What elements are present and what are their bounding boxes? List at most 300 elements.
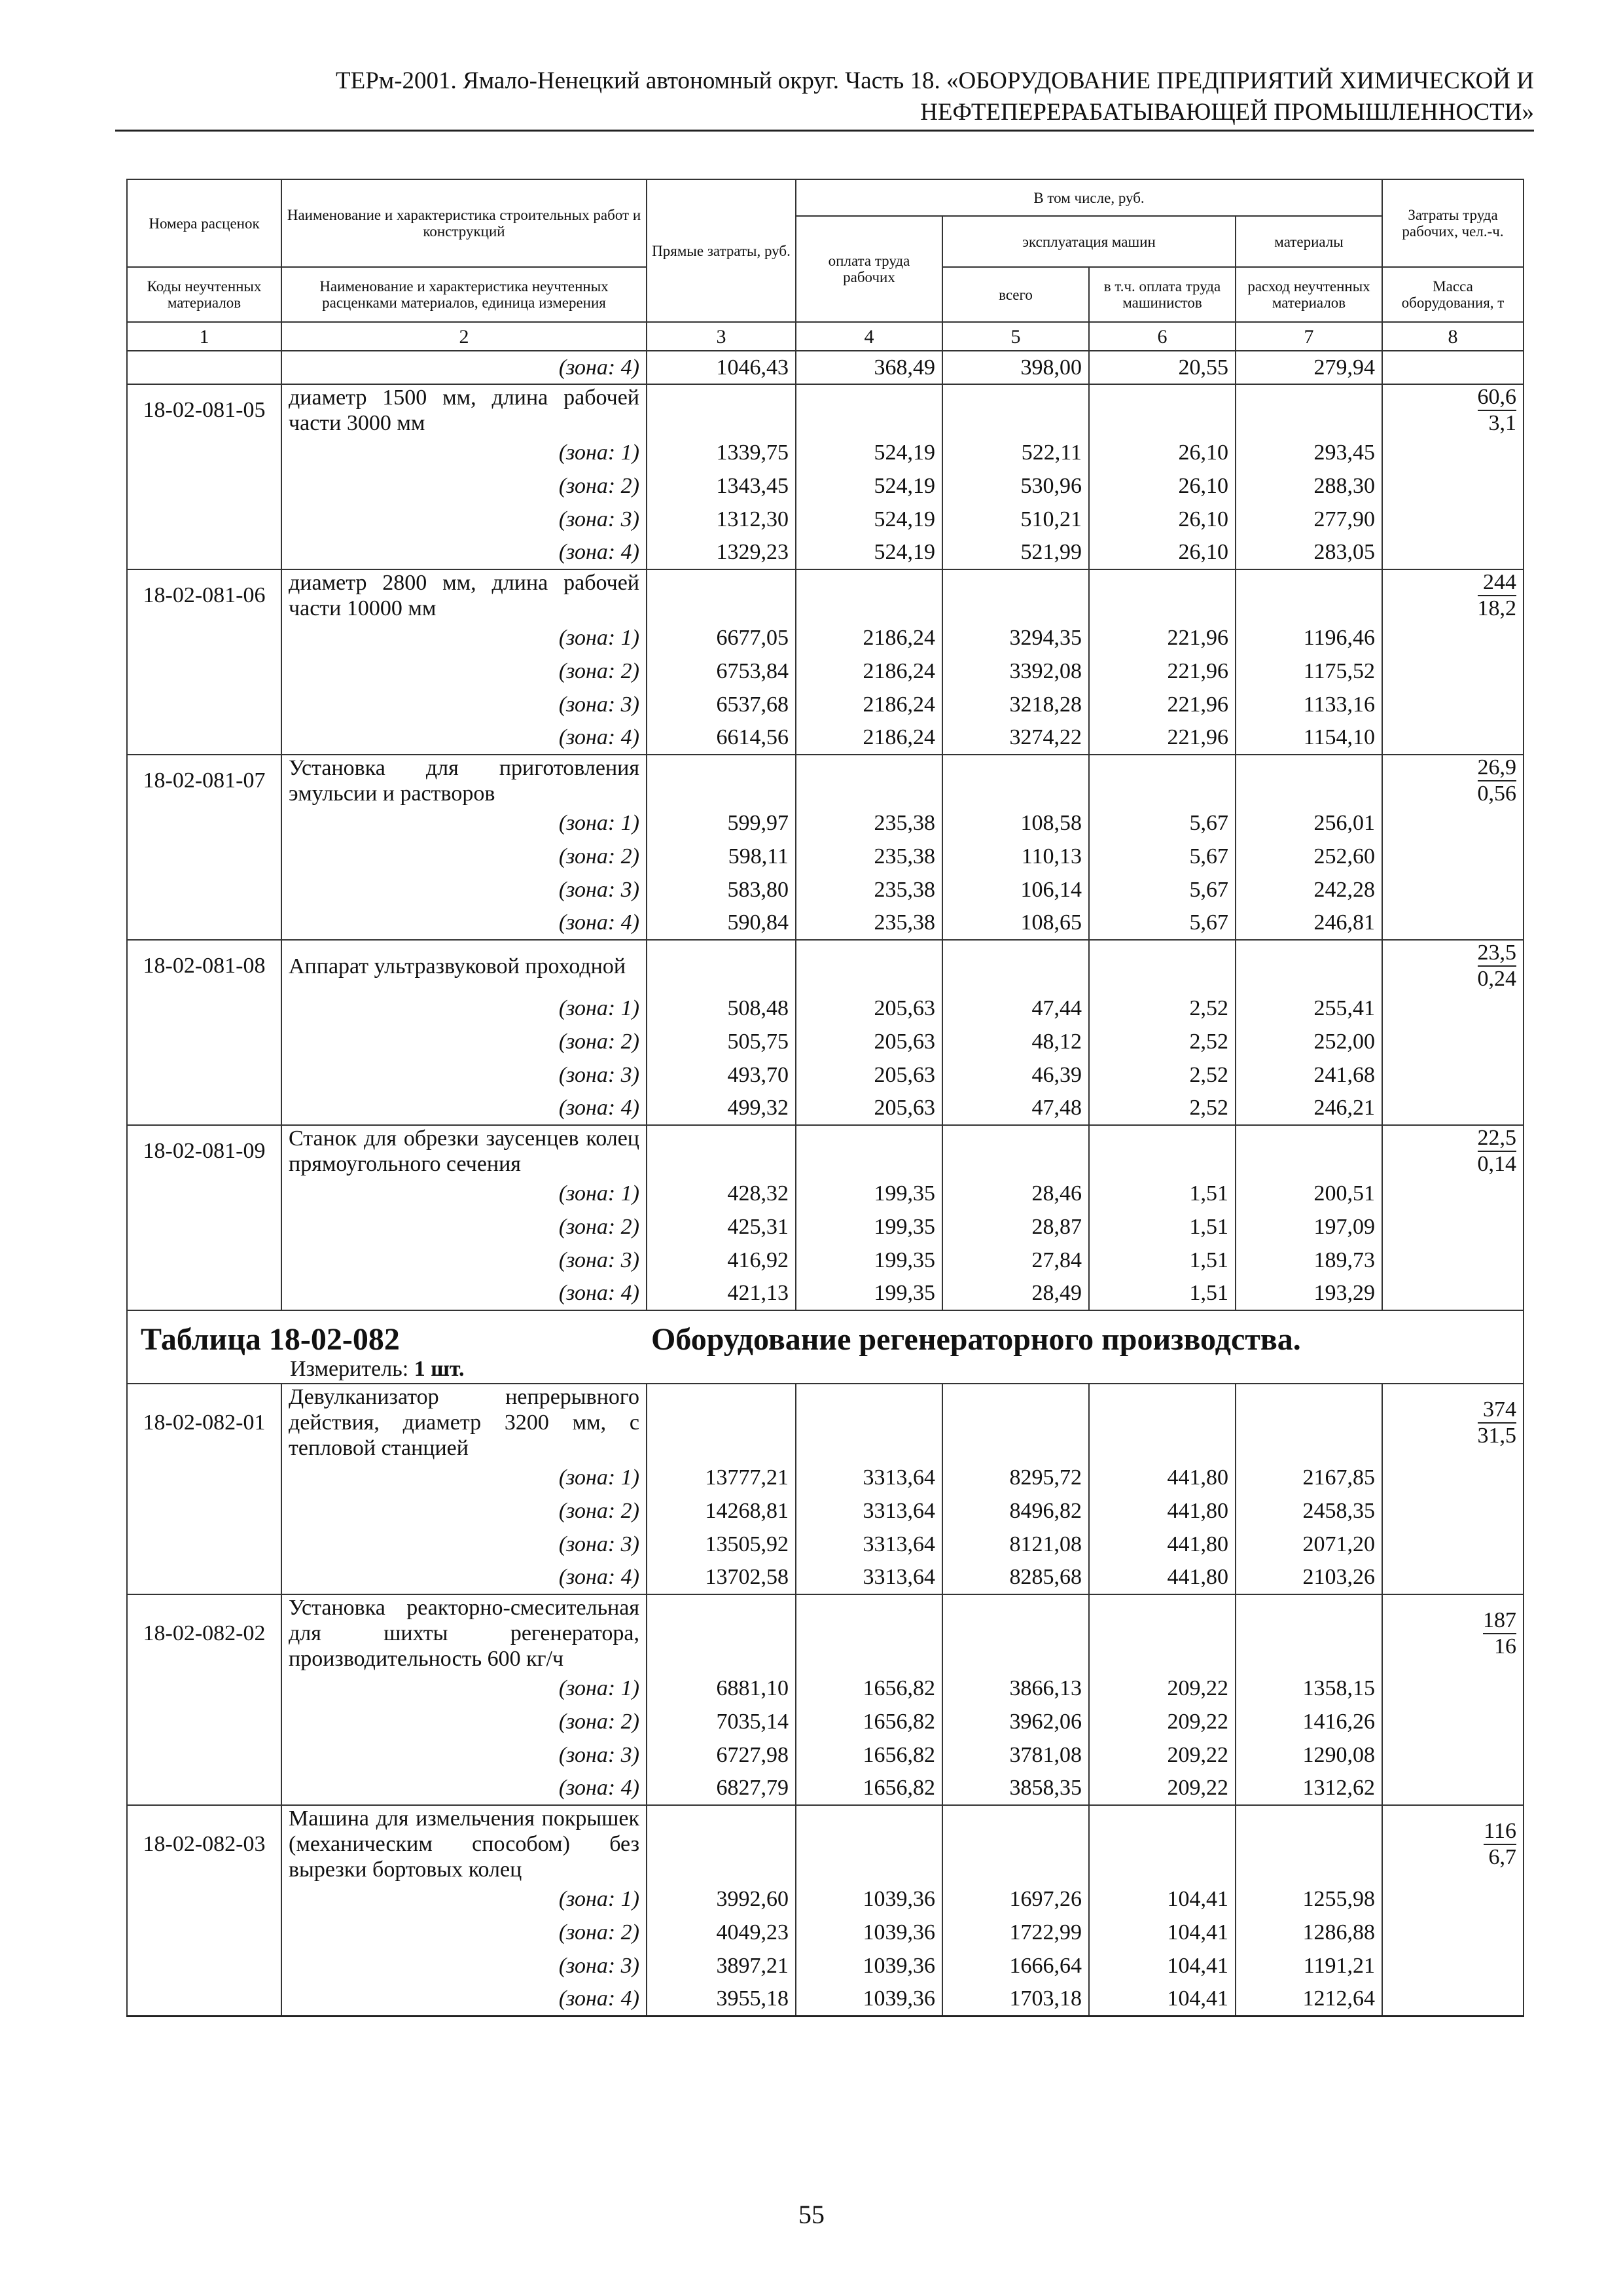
direct-costs-value: 13505,92 [647, 1528, 796, 1561]
zone-label: (зона: 2) [281, 1916, 647, 1949]
operators-pay-value: 26,10 [1089, 436, 1236, 469]
page-header [115, 65, 1534, 128]
workers-pay-value: 368,49 [796, 351, 942, 384]
empty-cell [1236, 755, 1382, 806]
empty-cell [1382, 1528, 1524, 1561]
column-number: 5 [942, 322, 1089, 351]
workers-pay-value: 3313,64 [796, 1494, 942, 1528]
direct-costs-value: 7035,14 [647, 1705, 796, 1738]
direct-costs-value: 425,31 [647, 1210, 796, 1244]
labor-value: 60,6 [1478, 385, 1517, 411]
operators-pay-value: 104,41 [1089, 1949, 1236, 1982]
empty-cell [127, 721, 281, 755]
materials-value: 1416,26 [1236, 1705, 1382, 1738]
operators-pay-value: 5,67 [1089, 906, 1236, 940]
materials-value: 252,00 [1236, 1025, 1382, 1058]
empty-cell [127, 1705, 281, 1738]
zone-row [127, 688, 1524, 721]
table-title-block [128, 1311, 1523, 1383]
materials-value: 1133,16 [1236, 688, 1382, 721]
empty-cell [942, 1125, 1089, 1177]
header-rule [115, 130, 1534, 132]
operators-pay-value: 209,22 [1089, 1738, 1236, 1772]
direct-costs-value: 598,11 [647, 840, 796, 873]
labor-mass-fraction [1382, 569, 1524, 621]
col-header-machines: эксплуатация машин [942, 216, 1236, 267]
empty-cell [796, 1384, 942, 1461]
materials-value: 189,73 [1236, 1244, 1382, 1277]
direct-costs-value: 421,13 [647, 1277, 796, 1310]
empty-cell [647, 940, 796, 992]
operators-pay-value: 26,10 [1089, 469, 1236, 503]
unit-line [290, 1357, 465, 1382]
direct-costs-value: 508,48 [647, 992, 796, 1025]
machines-total-value: 530,96 [942, 469, 1089, 503]
machines-total-value: 398,00 [942, 351, 1089, 384]
empty-cell [647, 1594, 796, 1672]
empty-cell [1236, 1125, 1382, 1177]
direct-costs-value: 1046,43 [647, 351, 796, 384]
machines-total-value: 8496,82 [942, 1494, 1089, 1528]
empty-cell [1089, 1594, 1236, 1672]
materials-value: 252,60 [1236, 840, 1382, 873]
operators-pay-value: 441,80 [1089, 1528, 1236, 1561]
workers-pay-value: 235,38 [796, 873, 942, 906]
empty-cell [942, 1384, 1089, 1461]
rate-description: Машина для измельчения покрышек (механическим способом) без вырезки бортовых колец [281, 1805, 647, 1882]
labor-value: 187 [1483, 1608, 1516, 1634]
machines-total-value: 28,87 [942, 1210, 1089, 1244]
materials-value: 283,05 [1236, 536, 1382, 569]
labor-value: 244 [1478, 570, 1517, 596]
machines-total-value: 8121,08 [942, 1528, 1089, 1561]
empty-cell [1089, 1384, 1236, 1461]
empty-cell [796, 940, 942, 992]
zone-label: (зона: 4) [281, 1772, 647, 1805]
zone-row [127, 1092, 1524, 1125]
empty-cell [127, 1494, 281, 1528]
fraction [1483, 1608, 1516, 1659]
machines-total-value: 3392,08 [942, 655, 1089, 688]
materials-value: 2167,85 [1236, 1461, 1382, 1494]
operators-pay-value: 1,51 [1089, 1244, 1236, 1277]
workers-pay-value: 2186,24 [796, 621, 942, 655]
table-title-row [127, 1310, 1524, 1384]
empty-cell [127, 1025, 281, 1058]
zone-label: (зона: 2) [281, 1494, 647, 1528]
zone-label: (зона: 2) [281, 655, 647, 688]
materials-value: 1286,88 [1236, 1916, 1382, 1949]
empty-cell [127, 806, 281, 840]
direct-costs-value: 13702,58 [647, 1561, 796, 1594]
empty-cell [127, 1058, 281, 1092]
empty-cell [647, 1125, 796, 1177]
operators-pay-value: 5,67 [1089, 806, 1236, 840]
workers-pay-value: 1656,82 [796, 1705, 942, 1738]
empty-cell [1236, 1805, 1382, 1882]
rate-row [127, 1384, 1524, 1461]
zone-row [127, 1672, 1524, 1705]
labor-value: 26,9 [1478, 755, 1517, 781]
workers-pay-value: 1039,36 [796, 1882, 942, 1916]
direct-costs-value: 6727,98 [647, 1738, 796, 1772]
zone-row [127, 436, 1524, 469]
materials-value: 1196,46 [1236, 621, 1382, 655]
direct-costs-value: 1329,23 [647, 536, 796, 569]
empty-cell [127, 1092, 281, 1125]
empty-cell [1382, 992, 1524, 1025]
empty-cell [1382, 655, 1524, 688]
workers-pay-value: 524,19 [796, 469, 942, 503]
direct-costs-value: 6677,05 [647, 621, 796, 655]
workers-pay-value: 235,38 [796, 806, 942, 840]
empty-cell [127, 1210, 281, 1244]
fraction [1478, 1397, 1517, 1448]
direct-costs-value: 428,32 [647, 1177, 796, 1210]
materials-value: 1212,64 [1236, 1982, 1382, 2016]
zone-row [127, 536, 1524, 569]
zone-label: (зона: 4) [281, 1092, 647, 1125]
empty-cell [1382, 1177, 1524, 1210]
zone-label: (зона: 2) [281, 469, 647, 503]
labor-mass-fraction [1382, 1594, 1524, 1672]
workers-pay-value: 1039,36 [796, 1916, 942, 1949]
col-header-material-codes: Коды неучтенных материалов [127, 267, 281, 322]
mass-value: 0,24 [1477, 967, 1517, 991]
materials-value: 242,28 [1236, 873, 1382, 906]
empty-cell [127, 1561, 281, 1594]
empty-cell [127, 1916, 281, 1949]
mass-value: 0,56 [1477, 781, 1517, 806]
empty-cell [1236, 940, 1382, 992]
direct-costs-value: 590,84 [647, 906, 796, 940]
workers-pay-value: 524,19 [796, 503, 942, 536]
empty-cell [796, 1594, 942, 1672]
rates-table [126, 179, 1524, 2017]
workers-pay-value: 205,63 [796, 1025, 942, 1058]
column-number: 6 [1089, 322, 1236, 351]
operators-pay-value: 209,22 [1089, 1705, 1236, 1738]
empty-cell [1089, 1805, 1236, 1882]
empty-cell [942, 940, 1089, 992]
empty-cell [1382, 1982, 1524, 2016]
materials-value: 2071,20 [1236, 1528, 1382, 1561]
labor-value: 22,5 [1478, 1126, 1517, 1152]
empty-cell [127, 1528, 281, 1561]
operators-pay-value: 209,22 [1089, 1772, 1236, 1805]
workers-pay-value: 235,38 [796, 840, 942, 873]
materials-value: 288,30 [1236, 469, 1382, 503]
zone-row [127, 1705, 1524, 1738]
machines-total-value: 108,58 [942, 806, 1089, 840]
materials-value: 1191,21 [1236, 1949, 1382, 1982]
machines-total-value: 8295,72 [942, 1461, 1089, 1494]
workers-pay-value: 2186,24 [796, 721, 942, 755]
materials-value: 1358,15 [1236, 1672, 1382, 1705]
empty-cell [942, 569, 1089, 621]
empty-cell [127, 1277, 281, 1310]
fraction [1478, 570, 1517, 621]
zone-row [127, 655, 1524, 688]
operators-pay-value: 209,22 [1089, 1672, 1236, 1705]
empty-cell [127, 621, 281, 655]
operators-pay-value: 104,41 [1089, 1982, 1236, 2016]
workers-pay-value: 199,35 [796, 1277, 942, 1310]
empty-cell [127, 840, 281, 873]
empty-cell [1382, 840, 1524, 873]
table-body [127, 351, 1524, 2016]
zone-row [127, 1210, 1524, 1244]
empty-cell [127, 503, 281, 536]
col-header-including: В том числе, руб. [796, 179, 1382, 216]
empty-cell [1382, 621, 1524, 655]
empty-cell [1382, 1672, 1524, 1705]
operators-pay-value: 441,80 [1089, 1494, 1236, 1528]
zone-label: (зона: 2) [281, 1025, 647, 1058]
workers-pay-value: 3313,64 [796, 1528, 942, 1561]
zone-row [127, 1244, 1524, 1277]
zone-label: (зона: 1) [281, 806, 647, 840]
direct-costs-value: 1343,45 [647, 469, 796, 503]
empty-cell [1089, 384, 1236, 436]
mass-value: 0,14 [1477, 1152, 1517, 1176]
zone-row [127, 1177, 1524, 1210]
rate-description: Девулканизатор непрерывного действия, диаметр 3200 мм, с тепловой станцией [281, 1384, 647, 1461]
direct-costs-value: 3955,18 [647, 1982, 796, 2016]
empty-cell [1382, 536, 1524, 569]
empty-cell [1236, 1384, 1382, 1461]
direct-costs-value: 14268,81 [647, 1494, 796, 1528]
direct-costs-value: 499,32 [647, 1092, 796, 1125]
machines-total-value: 1703,18 [942, 1982, 1089, 2016]
zone-label: (зона: 1) [281, 1672, 647, 1705]
materials-value: 2103,26 [1236, 1561, 1382, 1594]
col-header-material-usage: расход неучтенных материалов [1236, 267, 1382, 322]
fraction [1478, 941, 1517, 992]
materials-value: 1255,98 [1236, 1882, 1382, 1916]
direct-costs-value: 3897,21 [647, 1949, 796, 1982]
col-header-workers-pay: оплата труда рабочих [796, 216, 942, 322]
labor-value: 23,5 [1478, 941, 1517, 967]
zone-label: (зона: 1) [281, 1461, 647, 1494]
workers-pay-value: 524,19 [796, 536, 942, 569]
empty-cell [796, 1805, 942, 1882]
operators-pay-value: 20,55 [1089, 351, 1236, 384]
fraction [1478, 385, 1517, 436]
zone-row [127, 1461, 1524, 1494]
operators-pay-value: 1,51 [1089, 1177, 1236, 1210]
materials-value: 1154,10 [1236, 721, 1382, 755]
empty-cell [1382, 1882, 1524, 1916]
empty-cell [1382, 1092, 1524, 1125]
empty-cell [1382, 688, 1524, 721]
workers-pay-value: 205,63 [796, 1058, 942, 1092]
empty-cell [942, 755, 1089, 806]
rate-description: Аппарат ультразвуковой проходной [281, 940, 647, 992]
workers-pay-value: 205,63 [796, 1092, 942, 1125]
rates-sheet [126, 179, 1523, 2017]
column-number: 4 [796, 322, 942, 351]
rate-row [127, 1125, 1524, 1177]
empty-cell [796, 755, 942, 806]
rate-code: 18-02-082-01 [127, 1384, 281, 1461]
empty-cell [1382, 1705, 1524, 1738]
workers-pay-value: 1039,36 [796, 1949, 942, 1982]
labor-mass-fraction [1382, 755, 1524, 806]
empty-cell [1236, 569, 1382, 621]
empty-cell [1382, 1738, 1524, 1772]
machines-total-value: 3866,13 [942, 1672, 1089, 1705]
zone-row [127, 873, 1524, 906]
machines-total-value: 47,44 [942, 992, 1089, 1025]
empty-cell [1382, 806, 1524, 840]
zone-label: (зона: 4) [281, 721, 647, 755]
machines-total-value: 48,12 [942, 1025, 1089, 1058]
rate-code: 18-02-082-03 [127, 1805, 281, 1882]
zone-label: (зона: 3) [281, 1528, 647, 1561]
workers-pay-value: 1656,82 [796, 1772, 942, 1805]
zone-row [127, 1528, 1524, 1561]
empty-cell [1382, 1025, 1524, 1058]
zone-label: (зона: 3) [281, 1738, 647, 1772]
empty-cell [942, 1805, 1089, 1882]
workers-pay-value: 524,19 [796, 436, 942, 469]
zone-row [127, 721, 1524, 755]
operators-pay-value: 2,52 [1089, 1025, 1236, 1058]
zone-row [127, 1916, 1524, 1949]
operators-pay-value: 104,41 [1089, 1916, 1236, 1949]
zone-row [127, 469, 1524, 503]
materials-value: 2458,35 [1236, 1494, 1382, 1528]
workers-pay-value: 199,35 [796, 1244, 942, 1277]
empty-cell [647, 569, 796, 621]
machines-total-value: 8285,68 [942, 1561, 1089, 1594]
col-header-direct-costs: Прямые затраты, руб. [647, 179, 796, 322]
zone-label: (зона: 2) [281, 840, 647, 873]
column-numbers-row [127, 322, 1524, 351]
mass-value: 3,1 [1488, 411, 1517, 435]
workers-pay-value: 2186,24 [796, 655, 942, 688]
empty-cell [1382, 1058, 1524, 1092]
materials-value: 197,09 [1236, 1210, 1382, 1244]
empty-cell [127, 1672, 281, 1705]
zone-row [127, 1058, 1524, 1092]
zone-row [127, 840, 1524, 873]
zone-row [127, 1561, 1524, 1594]
empty-cell [1382, 1949, 1524, 1982]
zone-label: (зона: 4) [281, 906, 647, 940]
machines-total-value: 3218,28 [942, 688, 1089, 721]
operators-pay-value: 1,51 [1089, 1277, 1236, 1310]
workers-pay-value: 1656,82 [796, 1672, 942, 1705]
empty-cell [127, 1882, 281, 1916]
empty-cell [127, 873, 281, 906]
operators-pay-value: 221,96 [1089, 721, 1236, 755]
empty-cell [796, 384, 942, 436]
zone-label: (зона: 1) [281, 621, 647, 655]
rate-code: 18-02-081-07 [127, 755, 281, 806]
machines-total-value: 28,49 [942, 1277, 1089, 1310]
workers-pay-value: 2186,24 [796, 688, 942, 721]
rate-row [127, 569, 1524, 621]
zone-label: (зона: 3) [281, 1949, 647, 1982]
rate-row [127, 384, 1524, 436]
zone-row [127, 621, 1524, 655]
empty-cell [127, 536, 281, 569]
column-number: 7 [1236, 322, 1382, 351]
empty-cell [127, 1461, 281, 1494]
empty-cell [1382, 906, 1524, 940]
mass-value: 18,2 [1477, 596, 1517, 620]
machines-total-value: 106,14 [942, 873, 1089, 906]
labor-mass-fraction [1382, 384, 1524, 436]
empty-cell [1382, 721, 1524, 755]
empty-cell [647, 755, 796, 806]
direct-costs-value: 493,70 [647, 1058, 796, 1092]
rate-description: диаметр 2800 мм, длина рабочей части 10000 мм [281, 569, 647, 621]
zone-label: (зона: 1) [281, 436, 647, 469]
machines-total-value: 47,48 [942, 1092, 1089, 1125]
rate-description: диаметр 1500 мм, длина рабочей части 3000 мм [281, 384, 647, 436]
empty-cell [647, 1384, 796, 1461]
direct-costs-value: 6827,79 [647, 1772, 796, 1805]
empty-cell [127, 906, 281, 940]
col-header-materials: материалы [1236, 216, 1382, 267]
machines-total-value: 1666,64 [942, 1949, 1089, 1982]
materials-value: 293,45 [1236, 436, 1382, 469]
workers-pay-value: 205,63 [796, 992, 942, 1025]
empty-cell [1236, 384, 1382, 436]
machines-total-value: 3858,35 [942, 1772, 1089, 1805]
zone-label: (зона: 1) [281, 1882, 647, 1916]
page-number: 55 [798, 2200, 825, 2229]
column-number: 8 [1382, 322, 1524, 351]
materials-value: 1175,52 [1236, 655, 1382, 688]
zone-label: (зона: 3) [281, 1058, 647, 1092]
machines-total-value: 1697,26 [942, 1882, 1089, 1916]
machines-total-value: 28,46 [942, 1177, 1089, 1210]
direct-costs-value: 3992,60 [647, 1882, 796, 1916]
workers-pay-value: 1039,36 [796, 1982, 942, 2016]
zone-label: (зона: 1) [281, 1177, 647, 1210]
operators-pay-value: 221,96 [1089, 688, 1236, 721]
operators-pay-value: 221,96 [1089, 621, 1236, 655]
operators-pay-value: 26,10 [1089, 536, 1236, 569]
empty-cell [127, 992, 281, 1025]
zone-row [127, 806, 1524, 840]
materials-value: 256,01 [1236, 806, 1382, 840]
zone-row [127, 1025, 1524, 1058]
workers-pay-value: 235,38 [796, 906, 942, 940]
mass-value: 16 [1494, 1634, 1517, 1659]
materials-value: 1290,08 [1236, 1738, 1382, 1772]
machines-total-value: 1722,99 [942, 1916, 1089, 1949]
zone-row [127, 1772, 1524, 1805]
empty-cell [942, 1594, 1089, 1672]
col-header-equipment-mass: Масса оборудования, т [1382, 267, 1524, 322]
rate-code: 18-02-081-09 [127, 1125, 281, 1177]
machines-total-value: 3781,08 [942, 1738, 1089, 1772]
machines-total-value: 522,11 [942, 436, 1089, 469]
zone-row [127, 1277, 1524, 1310]
empty-cell [1382, 1277, 1524, 1310]
materials-value: 246,81 [1236, 906, 1382, 940]
empty-cell [127, 655, 281, 688]
rate-code: 18-02-081-06 [127, 569, 281, 621]
col-header-material-names: Наименование и характеристика неучтенных расценками материалов, единица измерения [281, 267, 647, 322]
workers-pay-value: 199,35 [796, 1210, 942, 1244]
column-number: 1 [127, 322, 281, 351]
